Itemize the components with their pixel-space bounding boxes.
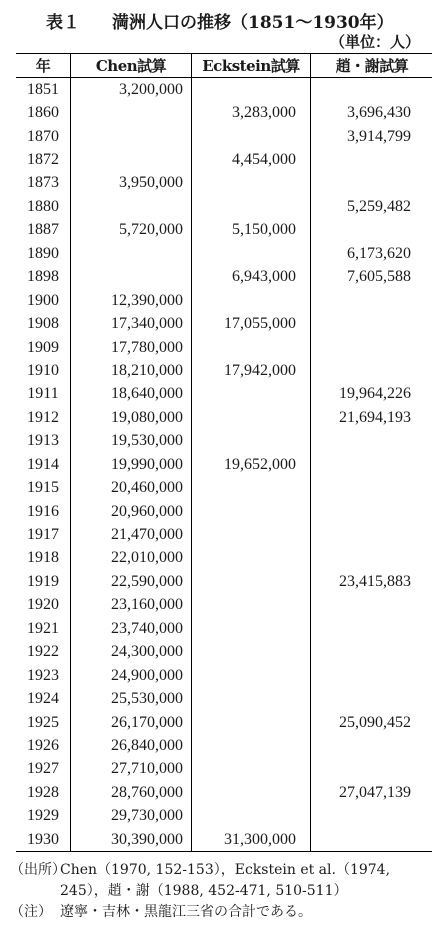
eckstein-estimate-cell [192, 594, 311, 617]
eckstein-estimate-cell: 17,055,000 [192, 312, 311, 335]
eckstein-estimate-cell: 17,942,000 [192, 359, 311, 382]
eckstein-estimate-cell [192, 523, 311, 546]
eckstein-estimate-cell [192, 734, 311, 757]
chen-estimate-cell: 28,760,000 [71, 781, 192, 804]
table-row [16, 617, 432, 640]
footnote [10, 902, 430, 923]
chen-estimate-cell: 18,210,000 [71, 359, 192, 382]
year-cell: 1916 [27, 502, 59, 520]
chen-estimate-cell: 17,780,000 [71, 336, 192, 359]
chen-estimate-cell [71, 195, 192, 218]
eckstein-estimate-cell [192, 336, 311, 359]
zhao-xie-estimate-cell [311, 805, 432, 828]
eckstein-estimate-cell [192, 78, 311, 102]
eckstein-estimate-cell [192, 711, 311, 734]
eckstein-estimate-cell [192, 500, 311, 523]
zhao-xie-estimate-cell [311, 336, 432, 359]
zhao-xie-estimate-cell: 27,047,139 [311, 781, 432, 804]
table-row [16, 242, 432, 265]
year-cell: 1921 [27, 619, 59, 637]
zhao-xie-estimate-cell [311, 219, 432, 242]
year-cell: 1929 [27, 807, 59, 825]
table-row [16, 711, 432, 734]
header-chen: Chen試算 [71, 54, 192, 78]
chen-estimate-cell: 24,900,000 [71, 664, 192, 687]
table-row [16, 430, 432, 453]
zhao-xie-estimate-cell [311, 453, 432, 476]
table-row [16, 734, 432, 757]
table-row [16, 570, 432, 593]
population-table-container [16, 53, 430, 852]
year-cell: 1928 [27, 783, 59, 801]
table-row [16, 78, 432, 102]
chen-estimate-cell: 30,390,000 [71, 828, 192, 852]
chen-estimate-cell: 19,990,000 [71, 453, 192, 476]
year-cell: 1914 [27, 455, 59, 473]
table-row [16, 500, 432, 523]
chen-estimate-cell: 27,710,000 [71, 758, 192, 781]
chen-estimate-cell: 20,960,000 [71, 500, 192, 523]
eckstein-estimate-cell [192, 570, 311, 593]
chen-estimate-cell: 23,160,000 [71, 594, 192, 617]
source-label: （出所） [10, 862, 66, 878]
zhao-xie-estimate-cell [311, 617, 432, 640]
table-row [16, 805, 432, 828]
eckstein-estimate-cell [192, 289, 311, 312]
year-cell: 1911 [27, 385, 59, 403]
eckstein-estimate-cell [192, 430, 311, 453]
chen-estimate-cell: 29,730,000 [71, 805, 192, 828]
zhao-xie-estimate-cell: 6,173,620 [311, 242, 432, 265]
note-text: 遼寧・吉林・黒龍江三省の合計である。 [60, 904, 312, 920]
chen-estimate-cell: 5,720,000 [71, 219, 192, 242]
header-eckstein: Eckstein試算 [192, 54, 311, 78]
table-row [16, 641, 432, 664]
eckstein-estimate-cell [192, 805, 311, 828]
eckstein-estimate-cell: 3,283,000 [192, 101, 311, 124]
year-cell: 1900 [27, 291, 59, 309]
year-cell: 1860 [27, 104, 59, 122]
table-row [16, 359, 432, 382]
year-cell: 1912 [27, 408, 59, 426]
chen-estimate-cell: 22,010,000 [71, 547, 192, 570]
year-cell: 1898 [27, 268, 59, 286]
header-year: 年 [16, 54, 71, 78]
chen-estimate-cell: 25,530,000 [71, 687, 192, 710]
year-cell: 1910 [27, 361, 59, 379]
table-row [16, 476, 432, 499]
zhao-xie-estimate-cell [311, 687, 432, 710]
eckstein-estimate-cell [192, 476, 311, 499]
zhao-xie-estimate-cell [311, 828, 432, 852]
year-cell: 1923 [27, 666, 59, 684]
year-cell: 1922 [27, 643, 59, 661]
year-cell: 1890 [27, 244, 59, 262]
year-cell: 1887 [27, 221, 59, 239]
chen-estimate-cell: 12,390,000 [71, 289, 192, 312]
eckstein-estimate-cell [192, 547, 311, 570]
zhao-xie-estimate-cell [311, 758, 432, 781]
zhao-xie-estimate-cell: 3,696,430 [311, 101, 432, 124]
eckstein-estimate-cell: 19,652,000 [192, 453, 311, 476]
chen-estimate-cell [71, 266, 192, 289]
eckstein-estimate-cell: 4,454,000 [192, 148, 311, 171]
eckstein-estimate-cell [192, 172, 311, 195]
eckstein-estimate-cell: 31,300,000 [192, 828, 311, 852]
zhao-xie-estimate-cell [311, 148, 432, 171]
year-cell: 1851 [27, 80, 59, 98]
table-row [16, 664, 432, 687]
zhao-xie-estimate-cell [311, 312, 432, 335]
chen-estimate-cell [71, 242, 192, 265]
chen-estimate-cell: 17,340,000 [71, 312, 192, 335]
eckstein-estimate-cell: 5,150,000 [192, 219, 311, 242]
eckstein-estimate-cell [192, 664, 311, 687]
zhao-xie-estimate-cell [311, 594, 432, 617]
table-body [16, 78, 432, 852]
chen-estimate-cell: 3,950,000 [71, 172, 192, 195]
table-row [16, 758, 432, 781]
table-row [16, 125, 432, 148]
zhao-xie-estimate-cell: 21,694,193 [311, 406, 432, 429]
header-zhao-xie: 趙・謝試算 [311, 54, 432, 78]
eckstein-estimate-cell [192, 758, 311, 781]
eckstein-estimate-cell [192, 781, 311, 804]
year-cell: 1917 [27, 526, 59, 544]
zhao-xie-estimate-cell [311, 476, 432, 499]
zhao-xie-estimate-cell [311, 641, 432, 664]
eckstein-estimate-cell [192, 617, 311, 640]
year-cell: 1927 [27, 760, 59, 778]
zhao-xie-estimate-cell: 5,259,482 [311, 195, 432, 218]
unit-label: （単位：人） [329, 33, 420, 51]
chen-estimate-cell [71, 148, 192, 171]
chen-estimate-cell: 18,640,000 [71, 383, 192, 406]
chen-estimate-cell: 19,530,000 [71, 430, 192, 453]
year-cell: 1909 [27, 338, 59, 356]
zhao-xie-estimate-cell: 3,914,799 [311, 125, 432, 148]
table-row [16, 594, 432, 617]
chen-estimate-cell: 22,590,000 [71, 570, 192, 593]
eckstein-estimate-cell [192, 641, 311, 664]
zhao-xie-estimate-cell [311, 664, 432, 687]
zhao-xie-estimate-cell: 19,964,226 [311, 383, 432, 406]
zhao-xie-estimate-cell: 7,605,588 [311, 266, 432, 289]
year-cell: 1913 [27, 432, 59, 450]
table-row [16, 219, 432, 242]
eckstein-estimate-cell [192, 383, 311, 406]
chen-estimate-cell [71, 101, 192, 124]
zhao-xie-estimate-cell [311, 547, 432, 570]
table-row [16, 383, 432, 406]
chen-estimate-cell: 20,460,000 [71, 476, 192, 499]
zhao-xie-estimate-cell: 23,415,883 [311, 570, 432, 593]
zhao-xie-estimate-cell [311, 734, 432, 757]
year-cell: 1930 [16, 828, 71, 852]
eckstein-estimate-cell [192, 242, 311, 265]
year-cell: 1918 [27, 549, 59, 567]
zhao-xie-estimate-cell [311, 289, 432, 312]
table-row [16, 453, 432, 476]
table-row [16, 781, 432, 804]
chen-estimate-cell: 3,200,000 [71, 78, 192, 102]
year-cell: 1872 [27, 151, 59, 169]
table-number: 表１ [46, 13, 80, 33]
chen-estimate-cell: 26,170,000 [71, 711, 192, 734]
table-row [16, 336, 432, 359]
chen-estimate-cell: 26,840,000 [71, 734, 192, 757]
chen-estimate-cell [71, 125, 192, 148]
zhao-xie-estimate-cell [311, 430, 432, 453]
table-row [16, 266, 432, 289]
population-table [16, 53, 432, 852]
table-row [16, 289, 432, 312]
year-cell: 1915 [27, 479, 59, 497]
chen-estimate-cell: 24,300,000 [71, 641, 192, 664]
year-cell: 1908 [27, 315, 59, 333]
zhao-xie-estimate-cell: 25,090,452 [311, 711, 432, 734]
source-text-line2: 245），趙・謝（1988, 452-471, 510-511） [60, 883, 348, 899]
chen-estimate-cell: 23,740,000 [71, 617, 192, 640]
zhao-xie-estimate-cell [311, 172, 432, 195]
table-row [16, 406, 432, 429]
zhao-xie-estimate-cell [311, 523, 432, 546]
table-title [0, 8, 432, 32]
eckstein-estimate-cell [192, 125, 311, 148]
year-cell: 1873 [27, 174, 59, 192]
zhao-xie-estimate-cell [311, 78, 432, 102]
table-row [16, 312, 432, 335]
source-note-continued [10, 881, 430, 902]
chen-estimate-cell: 21,470,000 [71, 523, 192, 546]
table-row [16, 828, 432, 852]
source-note [10, 860, 430, 881]
year-cell: 1920 [27, 596, 59, 614]
year-cell: 1880 [27, 197, 59, 215]
table-title-text: 満洲人口の推移（1851～1930年） [112, 13, 394, 33]
eckstein-estimate-cell [192, 195, 311, 218]
table-row [16, 195, 432, 218]
zhao-xie-estimate-cell [311, 359, 432, 382]
year-cell: 1870 [27, 127, 59, 145]
source-text-line1: Chen（1970, 152-153），Eckstein et al.（1974, [60, 862, 391, 878]
year-cell: 1926 [27, 736, 59, 754]
note-label: （注） [10, 904, 52, 920]
chen-estimate-cell: 19,080,000 [71, 406, 192, 429]
table-row [16, 687, 432, 710]
eckstein-estimate-cell [192, 687, 311, 710]
notes-section [10, 860, 430, 923]
table-row [16, 101, 432, 124]
table-row [16, 523, 432, 546]
year-cell: 1919 [27, 572, 59, 590]
zhao-xie-estimate-cell [311, 500, 432, 523]
year-cell: 1925 [27, 713, 59, 731]
eckstein-estimate-cell [192, 406, 311, 429]
eckstein-estimate-cell: 6,943,000 [192, 266, 311, 289]
table-row [16, 172, 432, 195]
year-cell: 1924 [27, 690, 59, 708]
table-header-row [16, 54, 432, 78]
table-row [16, 148, 432, 171]
table-row [16, 547, 432, 570]
